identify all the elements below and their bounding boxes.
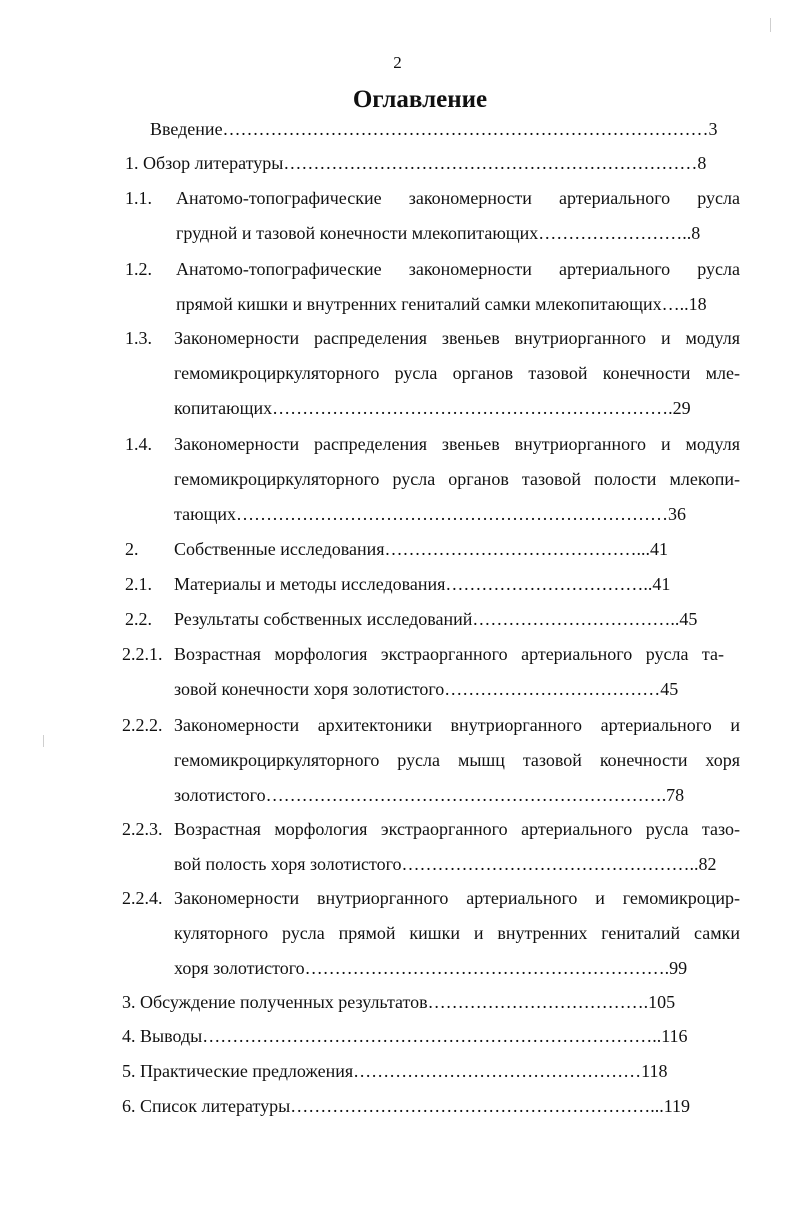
toc-number-2-1: 2.1. [125,574,152,594]
toc-entry-1-3-line-1: Закономерности распределения звеньев внутриорганного и модуля [174,328,740,348]
toc-heading: Оглавление [352,86,488,113]
toc-entry-1-2-line-1: Анатомо-топографические закономерности артериального русла [176,259,740,279]
toc-number-2-2: 2.2. [125,609,152,629]
toc-entry-3: 3. Обсуждение полученных результатов……………………………….105 [122,992,676,1012]
toc-entry-2-2-3-line-1: Возрастная морфология экстраорганного артериального русла тазо- [174,819,740,839]
toc-entry-2-2-2-line-2: гемомикроциркуляторного русла мышц тазовой конечности хоря [174,750,740,770]
toc-entry-6: 6. Список литературы……………………………………………………...119 [122,1096,691,1116]
toc-entry-2-2-2-line-1: Закономерности архитектоники внутриорганного артериального и [174,715,740,735]
toc-entry-1-3-line-2: гемомикроциркуляторного русла органов тазовой конечности мле- [174,363,740,383]
toc-entry-5: 5. Практические предложения…………………………………………118 [122,1061,668,1081]
toc-entry-4: 4. Выводы…………………………………………………………………..116 [122,1026,688,1046]
toc-entry-1-3-line-3: копитающих………………………………………………………….29 [174,398,691,418]
toc-entry-2-1: Материалы и методы исследования……………………………..41 [174,574,671,594]
toc-entry-1-2-line-2: прямой кишки и внутренних гениталий самки млекопитающих…..18 [176,294,707,314]
toc-entry-1-4-line-2: гемомикроциркуляторного русла органов тазовой полости млекопи- [174,469,740,489]
toc-number-1-1: 1.1. [125,188,152,208]
toc-number-2-2-1: 2.2.1. [122,644,163,664]
toc-entry-1-4-line-1: Закономерности распределения звеньев внутриорганного и модуля [174,434,740,454]
toc-number-2: 2. [125,539,139,559]
toc-entry-1-4-line-3: тающих………………………………………………………………36 [174,504,687,524]
toc-entry-2-2: Результаты собственных исследований……………………………..45 [174,609,698,629]
toc-entry-2-2-2-line-3: золотистого………………………………………………………….78 [174,785,685,805]
toc-entry-1-1-line-1: Анатомо-топографические закономерности артериального русла [176,188,740,208]
toc-entry-2-2-3-line-2: вой полость хоря золотистого…………………………………………..82 [174,854,717,874]
toc-number-2-2-4: 2.2.4. [122,888,163,908]
toc-entry-intro: Введение………………………………………………………………………3 [150,119,718,139]
toc-entry-2-2-4-line-1: Закономерности внутриорганного артериального и гемомикроцир- [174,888,740,908]
toc-number-2-2-3: 2.2.3. [122,819,163,839]
toc-number-1-3: 1.3. [125,328,152,348]
toc-number-1-4: 1.4. [125,434,152,454]
toc-entry-2: Собственные исследования……………………………………...41 [174,539,669,559]
page-number: 2 [393,53,402,72]
toc-entry-1: 1. Обзор литературы……………………………………………………………8 [125,153,707,173]
toc-entry-2-2-1-line-2: зовой конечности хоря золотистого………………………………45 [174,679,679,699]
toc-number-1-2: 1.2. [125,259,152,279]
scan-mark-top [770,18,771,32]
toc-entry-2-2-4-line-2: куляторного русла прямой кишки и внутренних гениталий самки [174,923,740,943]
toc-entry-2-2-1-line-1: Возрастная морфология экстраорганного артериального русла та- [174,644,724,664]
scan-mark-left [43,735,44,747]
toc-number-2-2-2: 2.2.2. [122,715,163,735]
toc-entry-2-2-4-line-3: хоря золотистого…………………………………………………….99 [174,958,688,978]
toc-entry-1-1-line-2: грудной и тазовой конечности млекопитающих……………………..8 [176,223,701,243]
